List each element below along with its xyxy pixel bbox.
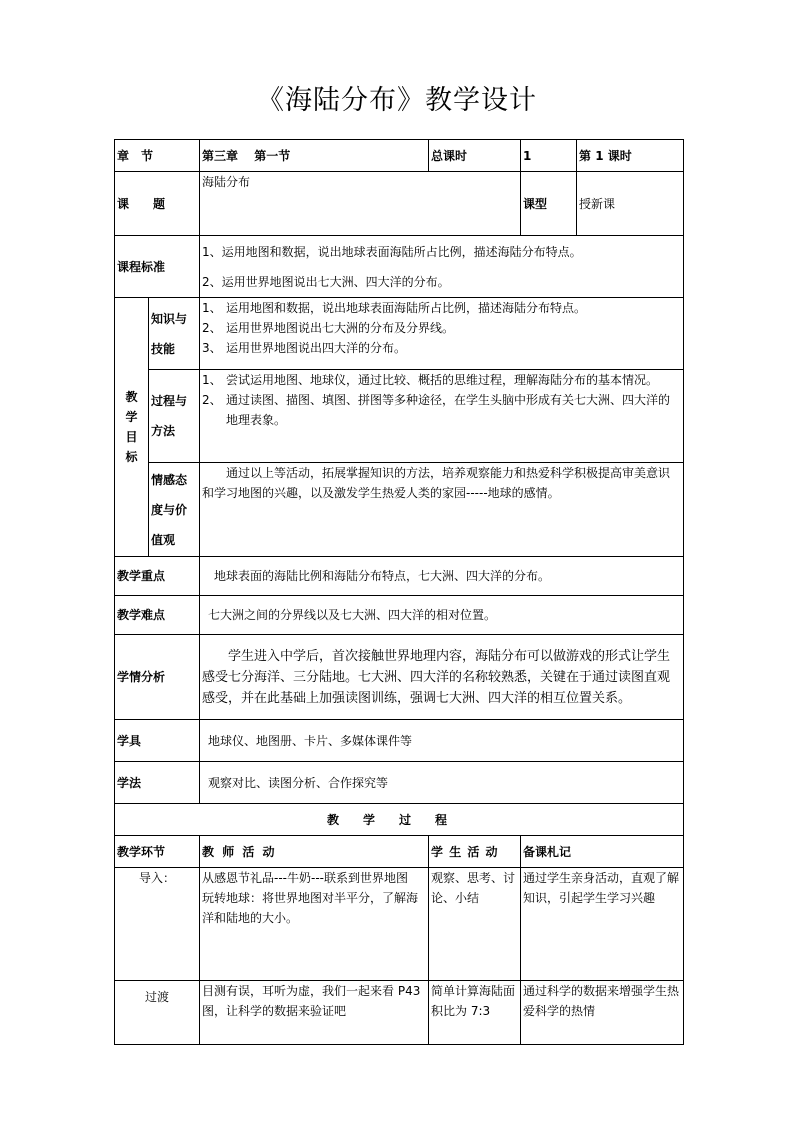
total-hours-value: 1 xyxy=(521,140,577,172)
header-teacher: 教 师 活 动 xyxy=(200,836,429,868)
curriculum-label: 课程标准 xyxy=(115,236,200,298)
row-analysis xyxy=(115,635,684,720)
header-notes: 备课札记 xyxy=(521,836,684,868)
knowledge-label: 知识与 技能 xyxy=(149,298,200,370)
header-stage: 教学环节 xyxy=(115,836,200,868)
emotion-text: 通过以上等活动，拓展掌握知识的方法，培养观察能力和热爱科学积极提高审美意识和学习地图的兴趣，以及激发学生热爱人类的家园-----地球的感情。 xyxy=(200,463,684,557)
total-hours-label: 总课时 xyxy=(429,140,521,172)
tools-label: 学具 xyxy=(115,720,200,762)
student-cell: 简单计算海陆面积比为 7:3 xyxy=(429,981,521,1045)
methods-label: 学法 xyxy=(115,762,200,804)
teacher-cell: 从感恩节礼品---牛奶---联系到世界地图 玩转地球：将世界地图对半平分，了解海洋和陆地的大小。 xyxy=(200,868,429,981)
tools-text: 地球仪、地图册、卡片、多媒体课件等 xyxy=(200,720,684,762)
row-goal-knowledge xyxy=(115,298,684,370)
key-point-label: 教学重点 xyxy=(115,557,200,596)
chapter-value: 第三章 第一节 xyxy=(200,140,429,172)
list-item: 1、 尝试运用地图、地球仪，通过比较、概括的思维过程，理解海陆分布的基本情况。 xyxy=(202,373,659,387)
row-process-title xyxy=(115,804,684,836)
lesson-plan-table xyxy=(114,139,684,1045)
methods-text: 观察对比、读图分析、合作探究等 xyxy=(200,762,684,804)
student-cell: 观察、思考、讨论、小结 xyxy=(429,868,521,981)
topic-value: 海陆分布 xyxy=(200,172,521,236)
row-chapter xyxy=(115,140,684,172)
key-point-text: 地球表面的海陆比例和海陆分布特点，七大洲、四大洋的分布。 xyxy=(200,557,684,596)
curriculum-item: 2、运用世界地图说出七大洲、四大洋的分布。 xyxy=(202,274,450,289)
difficulty-text: 七大洲之间的分界线以及七大洲、四大洋的相对位置。 xyxy=(200,596,684,635)
row-key-point xyxy=(115,557,684,596)
analysis-text: 学生进入中学后，首次接触世界地理内容，海陆分布可以做游戏的形式让学生感受七分海洋、三分陆地。七大洲、四大洋的名称较熟悉，关键在于通过读图直观感受，并在此基础上加强读图训练，强调七大洲、四大洋的相互位置关系。 xyxy=(200,635,684,720)
topic-label: 课 题 xyxy=(115,172,200,236)
list-item: 1、 运用地图和数据，说出地球表面海陆所占比例，描述海陆分布特点。 xyxy=(202,301,587,315)
emotion-label: 情感态 度与价 值观 xyxy=(149,463,200,557)
table-row xyxy=(115,868,684,981)
row-tools xyxy=(115,720,684,762)
analysis-label: 学情分析 xyxy=(115,635,200,720)
notes-cell: 通过科学的数据来增强学生热爱科学的热情 xyxy=(521,981,684,1045)
document-title: 《海陆分布》教学设计 xyxy=(257,85,537,116)
process-items xyxy=(200,370,684,463)
list-item: 2、 通过读图、描图、填图、拼图等多种途径，在学生头脑中形成有关七大洲、四大洋的地理表象。 xyxy=(202,393,671,427)
stage-cell: 过渡 xyxy=(115,981,200,1045)
stage-cell: 导入： xyxy=(115,868,200,981)
list-item: 2、 运用世界地图说出七大洲的分布及分界线。 xyxy=(202,321,455,335)
process-label: 过程与 方法 xyxy=(149,370,200,463)
knowledge-items xyxy=(200,298,684,370)
row-curriculum xyxy=(115,236,684,298)
teacher-cell: 目测有误，耳听为虚，我们一起来看 P43 图，让科学的数据来验证吧 xyxy=(200,981,429,1045)
row-process-headers xyxy=(115,836,684,868)
goals-label: 教 学 目 标 xyxy=(115,298,149,557)
lesson-number: 第 1 课时 xyxy=(577,140,684,172)
notes-cell: 通过学生亲身活动，直观了解知识，引起学生学习兴趣 xyxy=(521,868,684,981)
header-student: 学 生 活 动 xyxy=(429,836,521,868)
row-difficulty xyxy=(115,596,684,635)
row-methods xyxy=(115,762,684,804)
list-item: 3、 运用世界地图说出四大洋的分布。 xyxy=(202,341,407,355)
table-row xyxy=(115,981,684,1045)
curriculum-item: 1、运用地图和数据，说出地球表面海陆所占比例，描述海陆分布特点。 xyxy=(202,244,582,259)
type-value: 授新课 xyxy=(577,172,684,236)
type-label: 课型 xyxy=(521,172,577,236)
row-goal-process xyxy=(115,370,684,463)
row-goal-emotion xyxy=(115,463,684,557)
difficulty-label: 教学难点 xyxy=(115,596,200,635)
chapter-label: 章 节 xyxy=(115,140,200,172)
row-topic xyxy=(115,172,684,236)
process-section-title: 教学过程 xyxy=(115,804,684,836)
curriculum-text xyxy=(200,236,684,298)
